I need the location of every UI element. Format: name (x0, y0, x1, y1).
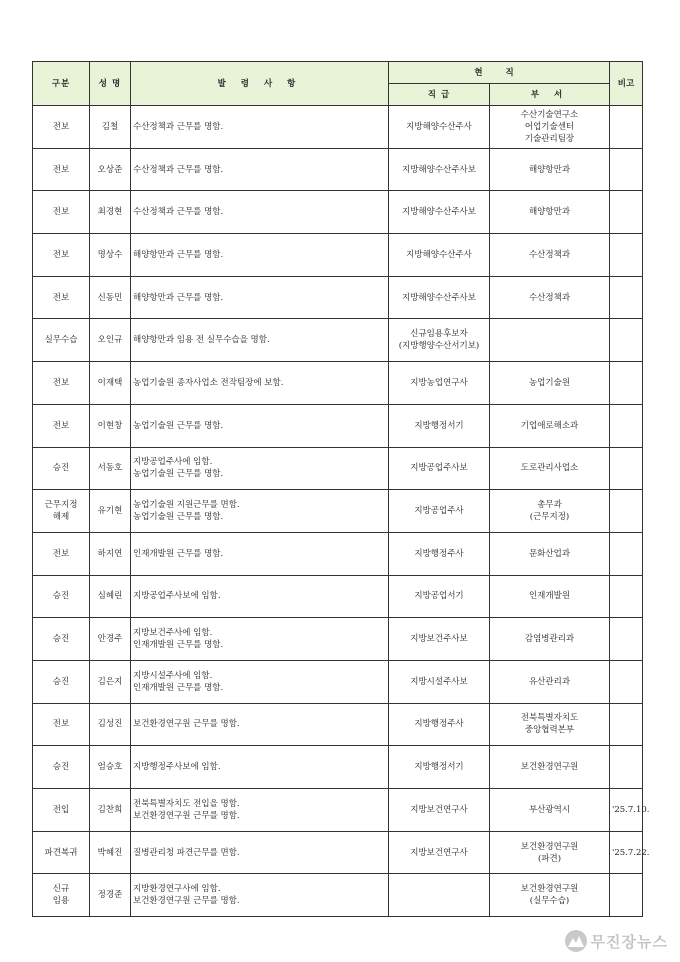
cell-category (33, 319, 90, 362)
cell-order (131, 703, 389, 746)
cell-dept (490, 234, 610, 277)
cell-grade (389, 874, 490, 917)
cell-dept-text: 수산정책과 (528, 292, 571, 303)
cell-order-text: 농업기술원 근무를 명함. (133, 420, 224, 431)
cell-order (131, 234, 389, 277)
cell-order-text: 농업기술원 지원근무를 면함. 농업기술원 근무를 명함. (133, 500, 240, 523)
cell-order (131, 831, 389, 874)
cell-name (90, 789, 131, 832)
cell-order (131, 490, 389, 533)
cell-grade (389, 148, 490, 191)
cell-grade (389, 618, 490, 661)
cell-category (33, 276, 90, 319)
cell-remarks (610, 532, 643, 575)
cell-grade-text: 지방행정서기 (414, 420, 464, 431)
cell-category (33, 746, 90, 789)
cell-name-text: 오상준 (97, 164, 123, 175)
cell-name (90, 447, 131, 490)
cell-name (90, 618, 131, 661)
cell-name-text: 김성진 (97, 719, 123, 730)
cell-category-text: 전보 (52, 292, 70, 303)
cell-dept-text: 보건환경연구원 (실무수습) (520, 884, 579, 907)
cell-name-text: 명상수 (97, 249, 123, 260)
cell-category-text: 전입 (52, 804, 70, 815)
cell-dept-text: 수산정책과 (528, 249, 571, 260)
cell-order (131, 404, 389, 447)
cell-category (33, 831, 90, 874)
cell-order-text: 지방보건주사에 임함. 인재개발원 근무를 명함. (133, 628, 224, 651)
cell-remarks (610, 362, 643, 405)
cell-name (90, 831, 131, 874)
cell-dept-text: 총무과 (근무지정) (529, 500, 570, 523)
cell-dept-text: 도로관리사업소 (520, 463, 579, 474)
cell-category-text: 파견복귀 (44, 847, 78, 858)
table-row (33, 148, 643, 191)
cell-dept-text: 보건환경연구원 (파견) (520, 841, 579, 864)
cell-grade-text: 지방행정주사 (414, 548, 464, 559)
cell-grade (389, 362, 490, 405)
cell-grade (389, 575, 490, 618)
cell-remarks-text: '25.7.10. (612, 804, 650, 815)
cell-remarks (610, 660, 643, 703)
cell-order (131, 362, 389, 405)
cell-dept (490, 319, 610, 362)
cell-grade (389, 404, 490, 447)
cell-category (33, 703, 90, 746)
table-row (33, 362, 643, 405)
cell-name-text: 서동호 (97, 463, 123, 474)
cell-grade-text: 지방농업연구사 (410, 377, 468, 388)
table-row (33, 703, 643, 746)
cell-name (90, 703, 131, 746)
cell-grade-text: 지방공업주사 (414, 506, 464, 517)
cell-order-text: 해양항만과 근무를 명함. (133, 292, 224, 303)
cell-category-text: 신규 임용 (52, 884, 70, 907)
cell-order-text: 지방환경연구사에 임함. 보건환경연구원 근무를 명함. (133, 884, 240, 907)
cell-category-text: 전보 (52, 207, 70, 218)
cell-category-text: 전보 (52, 249, 70, 260)
cell-dept-text: 해양항만과 (528, 207, 571, 218)
cell-order-text: 인재개발원 근무를 명함. (133, 548, 224, 559)
cell-remarks (610, 276, 643, 319)
cell-grade (389, 234, 490, 277)
cell-dept (490, 746, 610, 789)
cell-dept (490, 618, 610, 661)
cell-name-text: 최경현 (97, 207, 123, 218)
cell-category-text: 승진 (52, 762, 70, 773)
table-row (33, 874, 643, 917)
cell-name (90, 276, 131, 319)
cell-dept (490, 831, 610, 874)
cell-name-text: 이현창 (97, 420, 123, 431)
cell-order (131, 447, 389, 490)
cell-remarks (610, 404, 643, 447)
cell-order-text: 해양항만과 근무를 명함. (133, 249, 224, 260)
cell-grade (389, 106, 490, 149)
cell-order-text: 지방행정주사보에 임함. (133, 762, 221, 773)
cell-remarks (610, 618, 643, 661)
cell-category (33, 362, 90, 405)
table-row (33, 575, 643, 618)
cell-grade (389, 447, 490, 490)
cell-category-text: 전보 (52, 377, 70, 388)
cell-grade (389, 831, 490, 874)
cell-name-text: 박혜진 (97, 847, 123, 858)
cell-name-text: 심혜린 (97, 591, 123, 602)
cell-remarks (610, 106, 643, 149)
cell-remarks (610, 319, 643, 362)
table-row (33, 404, 643, 447)
cell-dept (490, 148, 610, 191)
cell-remarks (610, 703, 643, 746)
table-row (33, 490, 643, 533)
cell-order-text: 전북특별자치도 전입을 명함. 보건환경연구원 근무를 명함. (133, 798, 240, 821)
cell-category-text: 전보 (52, 719, 70, 730)
cell-grade-text: 지방보건주사보 (410, 634, 468, 645)
watermark (565, 930, 668, 952)
cell-grade (389, 490, 490, 533)
cell-dept (490, 447, 610, 490)
cell-order-text: 지방시설주사에 임함. 인재개발원 근무를 명함. (133, 670, 224, 693)
cell-order-text: 보건환경연구원 근무를 명함. (133, 719, 240, 730)
cell-order-text: 수산정책과 근무를 명함. (133, 121, 224, 132)
cell-category-text: 승진 (52, 676, 70, 687)
cell-dept-text: 수산기술연구소 어업기술센터 기술관리팀장 (520, 109, 579, 144)
cell-name-text: 유기현 (97, 506, 123, 517)
table-row (33, 276, 643, 319)
cell-dept (490, 276, 610, 319)
cell-order (131, 319, 389, 362)
cell-remarks (610, 874, 643, 917)
cell-grade (389, 746, 490, 789)
cell-category (33, 447, 90, 490)
table-body (33, 106, 650, 917)
cell-name (90, 404, 131, 447)
cell-category (33, 404, 90, 447)
cell-grade-text: 지방해양수산주사 (406, 121, 472, 132)
cell-category (33, 789, 90, 832)
table-row (33, 319, 643, 362)
cell-dept-text: 보건환경연구원 (520, 762, 579, 773)
cell-grade-text: 신규임용후보자 (지방행양수산서기보) (398, 329, 480, 352)
cell-category-text: 전보 (52, 121, 70, 132)
cell-grade (389, 276, 490, 319)
cell-grade-text: 지방공업주사보 (410, 463, 468, 474)
cell-order (131, 148, 389, 191)
cell-category (33, 660, 90, 703)
cell-dept (490, 191, 610, 234)
cell-category-text: 전보 (52, 420, 70, 431)
cell-remarks-text: '25.7.22. (612, 847, 650, 858)
cell-grade-text: 지방해양수산주사 (406, 249, 472, 260)
table-row (33, 532, 643, 575)
cell-name (90, 575, 131, 618)
table-row (33, 618, 643, 661)
cell-dept (490, 874, 610, 917)
cell-category (33, 618, 90, 661)
table-row (33, 789, 643, 832)
personnel-order-table (32, 61, 650, 917)
cell-name-text: 오인규 (97, 335, 123, 346)
cell-order-text: 농업기술원 종자사업소 전작팀장에 보함. (133, 377, 284, 388)
cell-dept (490, 532, 610, 575)
cell-name-text: 하지연 (97, 548, 123, 559)
cell-grade-text: 지방해양수산주사보 (402, 164, 476, 175)
cell-order-text: 해양항만과 임용 전 실무수습을 명함. (133, 335, 270, 346)
watermark-text: 무진장뉴스 (590, 932, 668, 951)
cell-grade-text: 지방행정서기 (414, 762, 464, 773)
cell-grade-text: 지방해양수산주사보 (402, 292, 476, 303)
cell-name (90, 234, 131, 277)
cell-remarks (610, 191, 643, 234)
cell-name (90, 319, 131, 362)
cell-order (131, 575, 389, 618)
cell-remarks (610, 789, 650, 832)
mountain-logo-icon (565, 930, 587, 952)
cell-dept-text: 인재개발원 (528, 591, 571, 602)
header-remarks: 비고 (610, 62, 643, 106)
cell-name (90, 106, 131, 149)
cell-dept-text: 농업기술원 (528, 377, 571, 388)
cell-category (33, 874, 90, 917)
cell-name (90, 874, 131, 917)
cell-grade (389, 532, 490, 575)
cell-category-text: 승진 (52, 591, 70, 602)
cell-order (131, 660, 389, 703)
cell-category (33, 490, 90, 533)
cell-dept-text: 전북특별자치도 중앙협력본부 (520, 713, 579, 736)
cell-name-text: 정경준 (97, 890, 123, 901)
cell-order (131, 618, 389, 661)
cell-order-text: 지방공업주사에 임함. 농업기술원 근무를 명함. (133, 457, 224, 480)
cell-name (90, 532, 131, 575)
cell-category-text: 승진 (52, 463, 70, 474)
cell-grade (389, 191, 490, 234)
cell-dept (490, 575, 610, 618)
cell-category-text: 전보 (52, 164, 70, 175)
cell-grade (389, 789, 490, 832)
table-row (33, 831, 643, 874)
cell-category-text: 전보 (52, 548, 70, 559)
cell-grade (389, 703, 490, 746)
cell-dept (490, 660, 610, 703)
cell-grade-text: 지방시설주사보 (410, 676, 468, 687)
cell-name-text: 안경주 (97, 634, 123, 645)
cell-dept (490, 789, 610, 832)
cell-grade (389, 660, 490, 703)
cell-order-text: 지방공업주사보에 임함. (133, 591, 221, 602)
table-row (33, 191, 643, 234)
cell-name-text: 신동민 (97, 292, 123, 303)
cell-name (90, 148, 131, 191)
cell-remarks (610, 831, 650, 874)
cell-category (33, 234, 90, 277)
cell-dept-text: 감염병관리과 (524, 634, 575, 645)
header-current: 현 직 (389, 62, 610, 84)
header-grade: 직 급 (389, 84, 490, 106)
cell-grade (389, 319, 490, 362)
cell-dept (490, 703, 610, 746)
cell-remarks (610, 490, 643, 533)
cell-dept-text: 기업애로해소과 (520, 420, 579, 431)
cell-remarks (610, 746, 643, 789)
cell-category (33, 148, 90, 191)
cell-dept-text: 문화산업과 (528, 548, 571, 559)
cell-grade-text: 지방보건연구사 (410, 847, 468, 858)
cell-order-text: 질병관리청 파견근무를 면함. (133, 847, 240, 858)
cell-grade-text: 지방보건연구사 (410, 804, 468, 815)
cell-name-text: 김철 (101, 121, 119, 132)
header-name: 성 명 (90, 62, 131, 106)
cell-name-text: 이재택 (97, 377, 123, 388)
table-row (33, 447, 643, 490)
cell-remarks (610, 234, 643, 277)
cell-name (90, 660, 131, 703)
cell-grade-text: 지방해양수산주사보 (402, 207, 476, 218)
cell-order-text: 수산정책과 근무를 명함. (133, 207, 224, 218)
cell-dept (490, 106, 610, 149)
cell-name-text: 김찬희 (97, 804, 123, 815)
cell-dept-text: 해양항만과 (528, 164, 571, 175)
cell-order (131, 874, 389, 917)
cell-category (33, 532, 90, 575)
cell-category (33, 191, 90, 234)
table-row (33, 234, 643, 277)
cell-category-text: 실무수습 (44, 335, 78, 346)
cell-order (131, 532, 389, 575)
cell-remarks (610, 148, 643, 191)
header-order: 발 령 사 항 (131, 62, 389, 106)
cell-order (131, 746, 389, 789)
cell-dept (490, 362, 610, 405)
cell-dept-text: 유산관리과 (528, 676, 571, 687)
cell-dept (490, 490, 610, 533)
cell-grade-text: 지방행정주사 (414, 719, 464, 730)
cell-category (33, 106, 90, 149)
cell-order (131, 276, 389, 319)
cell-name (90, 362, 131, 405)
cell-name-text: 엄승호 (97, 762, 123, 773)
cell-grade-text: 지방공업서기 (414, 591, 464, 602)
cell-category-text: 근무지정 해제 (44, 500, 78, 523)
cell-name (90, 490, 131, 533)
cell-name (90, 191, 131, 234)
cell-name-text: 김은지 (97, 676, 123, 687)
table-row (33, 746, 643, 789)
cell-category-text: 승진 (52, 634, 70, 645)
cell-order-text: 수산정책과 근무를 명함. (133, 164, 224, 175)
table-row (33, 660, 643, 703)
cell-remarks (610, 575, 643, 618)
header-dept: 부 서 (490, 84, 610, 106)
cell-dept-text: 부산광역시 (528, 804, 571, 815)
cell-order (131, 789, 389, 832)
cell-remarks (610, 447, 643, 490)
cell-order (131, 191, 389, 234)
cell-name (90, 746, 131, 789)
cell-order (131, 106, 389, 149)
header-category: 구분 (33, 62, 90, 106)
cell-dept (490, 404, 610, 447)
table-row (33, 106, 643, 149)
cell-category (33, 575, 90, 618)
